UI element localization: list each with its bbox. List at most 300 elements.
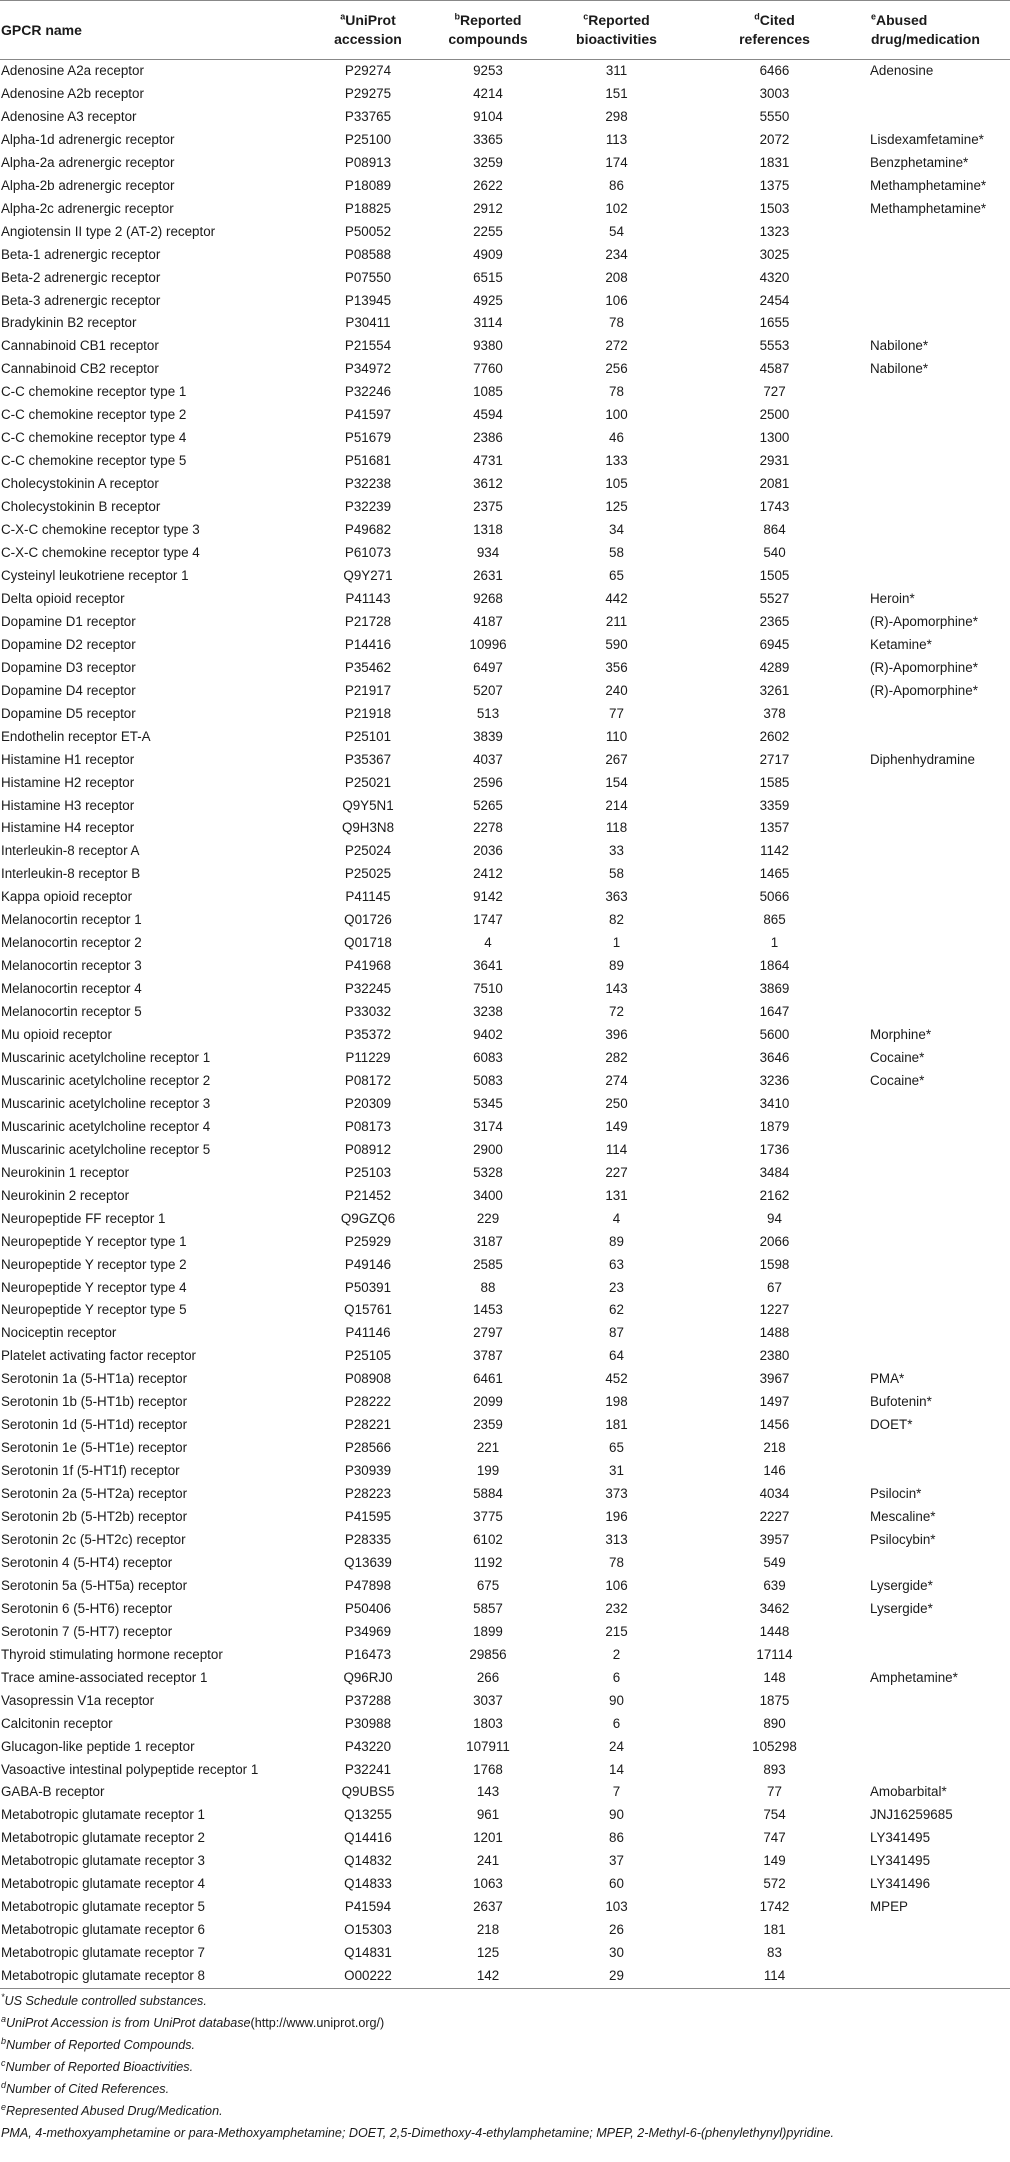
bioactivities-cell: 65 [609,1440,624,1456]
compounds-cell: 241 [476,1853,500,1869]
bioactivities-cell: 1 [612,935,621,951]
gpcr-name-cell: Histamine H3 receptor [1,797,135,813]
bioactivities-cell: 89 [609,1233,624,1249]
bioactivities-cell: 363 [605,889,628,905]
compounds-cell: 3174 [473,1118,503,1134]
uniprot-cell: P41145 [345,889,391,905]
gpcr-name-cell: Cannabinoid CB1 receptor [1,338,159,354]
compounds-cell: 125 [476,1945,500,1961]
table-row [0,772,1010,795]
abused-drug-cell [870,312,1010,335]
bioactivities-cell: 250 [605,1095,628,1111]
bioactivities-cell: 6 [612,1715,621,1731]
compounds-cell: 3259 [473,154,503,170]
uniprot-cell: P08913 [344,154,392,170]
abused-drug-cell: Diphenhydramine [870,751,975,767]
compounds-cell: 5265 [473,797,503,813]
references-cell: 3484 [759,1164,790,1180]
abused-drug-cell [870,817,1010,840]
abused-drug-cell [870,450,1010,473]
compounds-cell: 1201 [473,1830,503,1846]
uniprot-cell: P32246 [344,384,392,400]
abused-drug-cell [870,1345,1010,1368]
bioactivities-cell: 215 [605,1623,628,1639]
uniprot-cell: P14416 [344,636,392,652]
table-row [0,519,1010,542]
abused-drug-cell: Methamphetamine* [870,200,987,216]
uniprot-cell: Q14831 [344,1945,392,1961]
bioactivities-cell: 65 [609,567,624,583]
table-row [0,1827,1010,1850]
abused-drug-cell [870,1208,1010,1231]
uniprot-cell: P35367 [344,751,392,767]
references-cell: 3869 [759,981,790,997]
abused-drug-cell [870,427,1010,450]
abused-drug-cell: LY341495 [870,1853,931,1869]
compounds-cell: 7510 [473,981,503,997]
table-row [0,1713,1010,1736]
uniprot-cell: P41968 [344,958,392,974]
compounds-cell: 6083 [473,1049,503,1065]
gpcr-name-cell: Alpha-2c adrenergic receptor [1,200,174,216]
abused-drug-cell [870,83,1010,106]
abused-drug-cell [870,1116,1010,1139]
abused-drug-cell [870,1254,1010,1277]
references-cell: 3261 [759,682,790,698]
table-row [0,175,1010,198]
compounds-cell: 2255 [473,223,503,239]
bioactivities-cell: 54 [609,223,624,239]
abused-drug-cell [870,473,1010,496]
uniprot-cell: P35462 [344,659,392,675]
abused-drug-cell [870,863,1010,886]
table-row [0,427,1010,450]
uniprot-cell: P49682 [344,522,392,538]
table-row [0,450,1010,473]
abused-drug-cell [870,1437,1010,1460]
compounds-cell: 1192 [473,1554,503,1570]
uniprot-cell: P41594 [344,1899,392,1915]
gpcr-name-cell: Cannabinoid CB2 receptor [1,361,159,377]
bioactivities-cell: 62 [609,1302,624,1318]
references-cell: 6466 [759,63,790,78]
uniprot-cell: Q96RJ0 [343,1669,393,1685]
abused-drug-cell: Nabilone* [870,338,929,354]
uniprot-cell: P25100 [344,131,392,147]
references-cell: 218 [763,1440,786,1456]
compounds-cell: 2585 [473,1256,503,1272]
uniprot-cell: Q13639 [344,1554,392,1570]
abused-drug-cell: Benzphetamine* [870,154,969,170]
footnote-bioactivities: $^c$Number of Reported Bioactivities. [1,2057,194,2074]
bioactivities-cell: 174 [605,154,628,170]
bioactivities-cell: 198 [605,1394,628,1410]
references-cell: 3359 [759,797,790,813]
references-cell: 5066 [759,889,790,905]
gpcr-name-cell: Thyroid stimulating hormone receptor [1,1646,223,1662]
references-cell: 1864 [759,958,790,974]
uniprot-cell: Q15761 [344,1302,392,1318]
uniprot-cell: P41597 [344,407,392,423]
table-row [0,152,1010,175]
uniprot-cell: Q9GZQ6 [340,1210,396,1226]
table-row [0,1047,1010,1070]
table-row [0,129,1010,152]
references-cell: 4034 [759,1486,790,1502]
compounds-cell: 961 [476,1807,500,1823]
abused-drug-cell [870,1965,1010,1988]
table-row [0,1231,1010,1254]
references-cell: 1227 [759,1302,790,1318]
abused-drug-cell: Nabilone* [870,361,929,377]
abused-drug-cell [870,381,1010,404]
bioactivities-cell: 64 [609,1348,624,1364]
references-cell: 4587 [759,361,790,377]
compounds-cell: 2359 [473,1417,503,1433]
abused-drug-cell [870,106,1010,129]
references-cell: 1647 [759,1004,790,1020]
gpcr-name-cell: Platelet activating factor receptor [1,1348,197,1364]
table-row [0,1529,1010,1552]
uniprot-cell: P33765 [344,108,392,124]
uniprot-cell: P41143 [345,590,391,606]
abused-drug-cell [870,795,1010,818]
gpcr-name-cell: Beta-2 adrenergic receptor [1,269,161,285]
table-row [0,1942,1010,1965]
table-row [0,1185,1010,1208]
gpcr-name-cell: Bradykinin B2 receptor [1,315,137,331]
table-row [0,657,1010,680]
compounds-cell: 5328 [473,1164,503,1180]
compounds-cell: 6102 [473,1532,503,1547]
gpcr-name-cell: Beta-1 adrenergic receptor [1,246,161,262]
bioactivities-cell: 211 [605,613,628,629]
abused-drug-cell: Adenosine [870,63,934,78]
table-row [0,1965,1010,1988]
uniprot-cell: P21554 [344,338,392,354]
references-cell: 1736 [759,1141,790,1157]
uniprot-cell: P33032 [344,1004,392,1020]
footnote-abused-drug: $^e$Represented Abused Drug/Medication. [1,2101,223,2118]
compounds-cell: 7760 [473,361,503,377]
bioactivities-cell: 90 [609,1692,624,1708]
compounds-cell: 3612 [473,476,503,492]
compounds-cell: 1318 [473,522,503,538]
references-cell: 3967 [759,1371,790,1387]
uniprot-cell: Q14832 [344,1853,392,1869]
table-row [0,1690,1010,1713]
references-cell: 114 [679,1965,870,1988]
abused-drug-cell: (R)-Apomorphine* [870,613,978,629]
gpcr-name-cell: Histamine H4 receptor [1,820,135,836]
gpcr-name-cell: Mu opioid receptor [1,1027,112,1043]
abused-drug-cell [870,1919,1010,1942]
uniprot-cell: Q9Y271 [343,567,393,583]
table-row [0,1368,1010,1391]
table-row [0,1208,1010,1231]
references-cell: 639 [763,1577,786,1593]
abused-drug-cell [870,1690,1010,1713]
uniprot-cell: P08912 [344,1141,392,1157]
compounds-cell: 221 [476,1440,500,1456]
references-cell: 94 [767,1210,782,1226]
references-cell: 3957 [759,1532,790,1547]
compounds-cell: 9142 [473,889,503,905]
uniprot-cell: P16473 [344,1646,392,1662]
header-abused-drug: $^e$Abused drug/medication [870,1,1010,60]
abused-drug-cell [870,290,1010,313]
gpcr-name-cell: Melanocortin receptor 4 [1,981,142,997]
table-row [0,267,1010,290]
abused-drug-cell: Mescaline* [870,1509,936,1525]
gpcr-name-cell: Cholecystokinin B receptor [1,499,161,515]
gpcr-name-cell: Serotonin 1b (5-HT1b) receptor [1,1394,188,1410]
gpcr-name-cell: Trace amine-associated receptor 1 [1,1669,208,1685]
gpcr-name-cell: Neuropeptide Y receptor type 1 [1,1233,187,1249]
compounds-cell: 2797 [473,1325,503,1341]
references-cell: 1375 [759,177,790,193]
table-row [0,1781,1010,1804]
bioactivities-cell: 31 [609,1463,624,1479]
references-cell: 2227 [759,1509,790,1525]
compounds-cell: 229 [476,1210,500,1226]
abused-drug-cell: LY341496 [870,1876,931,1892]
table-body [0,60,1010,1989]
references-cell: 572 [763,1876,786,1892]
bioactivities-cell: 78 [609,1554,624,1570]
table-row [0,1483,1010,1506]
table-row [0,542,1010,565]
bioactivities-cell: 373 [605,1486,628,1502]
compounds-cell: 10996 [469,636,507,652]
references-cell: 378 [763,705,786,721]
gpcr-name-cell: Serotonin 4 (5-HT4) receptor [1,1554,173,1570]
gpcr-name-cell: Kappa opioid receptor [1,889,133,905]
table-row [0,1460,1010,1483]
bioactivities-cell: 46 [609,430,624,446]
gpcr-name-cell: Alpha-2a adrenergic receptor [1,154,175,170]
references-cell: 1 [770,935,779,951]
bioactivities-cell: 26 [609,1922,624,1938]
bioactivities-cell: 86 [609,177,624,193]
table-row [0,978,1010,1001]
references-cell: 2931 [759,453,790,469]
references-cell: 1448 [759,1623,790,1639]
bioactivities-cell: 240 [605,682,628,698]
references-cell: 77 [767,1784,782,1800]
uniprot-cell: P28222 [344,1394,392,1410]
uniprot-url: (http://www.uniprot.org/) [250,2015,385,2030]
gpcr-name-cell: Adenosine A2a receptor [1,63,144,78]
compounds-cell: 3238 [473,1004,503,1020]
abused-drug-cell [870,221,1010,244]
compounds-cell: 2036 [473,843,503,859]
gpcr-name-cell: Serotonin 1e (5-HT1e) receptor [1,1440,188,1456]
references-cell: 105298 [752,1738,797,1754]
bioactivities-cell: 63 [609,1256,624,1272]
bioactivities-cell: 24 [609,1738,624,1754]
compounds-cell: 2412 [473,866,503,882]
compounds-cell: 88 [480,1279,496,1295]
table-row [0,840,1010,863]
abused-drug-cell [870,1942,1010,1965]
table-row [0,1873,1010,1896]
bioactivities-cell: 114 [605,1141,628,1157]
table-row [0,404,1010,427]
table-row [0,1575,1010,1598]
uniprot-cell: P07550 [344,269,392,285]
references-cell: 1357 [759,820,790,836]
uniprot-cell: Q9H3N8 [341,820,395,836]
uniprot-cell: P21918 [344,705,392,721]
gpcr-name-cell: Metabotropic glutamate receptor 6 [1,1922,205,1938]
compounds-cell: 29856 [469,1646,507,1662]
bioactivities-cell: 105 [605,476,628,492]
references-cell: 1497 [759,1394,790,1410]
gpcr-name-cell: Cholecystokinin A receptor [1,476,159,492]
references-cell: 1142 [760,843,789,859]
abused-drug-cell [870,244,1010,267]
table-row [0,1437,1010,1460]
abused-drug-cell: Amphetamine* [870,1669,958,1685]
gpcr-name-cell: Dopamine D1 receptor [1,613,136,629]
gpcr-name-cell: Interleukin-8 receptor A [1,843,140,859]
table-row [0,932,1010,955]
references-cell: 3410 [759,1095,790,1111]
compounds-cell: 1085 [473,384,503,400]
uniprot-cell: P32241 [344,1761,392,1777]
abused-drug-cell [870,1139,1010,1162]
abused-drug-cell [870,404,1010,427]
bioactivities-cell: 227 [605,1164,628,1180]
uniprot-cell: P50391 [344,1279,392,1295]
gpcr-name-cell: Metabotropic glutamate receptor 7 [1,1945,205,1961]
compounds-cell: 6497 [473,659,503,675]
abused-drug-cell [870,1736,1010,1759]
references-cell: 2365 [759,613,790,629]
bioactivities-cell: 272 [605,338,628,354]
references-cell: 549 [763,1554,786,1570]
bioactivities-cell: 72 [609,1004,624,1020]
bioactivities-cell: 143 [605,981,628,997]
bioactivities-cell: 151 [605,85,628,101]
bioactivities-cell: 103 [605,1899,628,1915]
compounds-cell: 142 [422,1965,554,1988]
compounds-cell: 2912 [473,200,503,216]
references-cell: 1742 [759,1899,790,1915]
compounds-cell: 3775 [473,1509,503,1525]
bioactivities-cell: 442 [605,590,628,606]
table-row [0,909,1010,932]
bioactivities-cell: 125 [605,499,628,515]
abused-drug-cell: DOET* [870,1417,913,1433]
uniprot-cell: P08908 [344,1371,392,1387]
table-row [0,221,1010,244]
table-row [0,1391,1010,1414]
references-cell: 1831 [759,154,790,170]
compounds-cell: 2900 [473,1141,503,1157]
abused-drug-cell: Cocaine* [870,1072,925,1088]
compounds-cell: 2099 [473,1394,503,1410]
uniprot-cell: P49146 [344,1256,392,1272]
bioactivities-cell: 196 [605,1509,628,1525]
abused-drug-cell [870,496,1010,519]
gpcr-name-cell: Metabotropic glutamate receptor 1 [1,1807,205,1823]
bioactivities-cell: 154 [605,774,628,790]
bioactivities-cell: 30 [609,1945,624,1961]
compounds-cell: 5083 [473,1072,503,1088]
abused-drug-cell [870,1322,1010,1345]
uniprot-cell: P21917 [344,682,392,698]
references-cell: 4289 [759,659,790,675]
gpcr-name-cell: Dopamine D3 receptor [1,659,136,675]
footnote-uniprot: $^a$UniProt Accession is from UniProt database(http://www.uniprot.org/) [1,2013,385,2030]
references-cell: 3025 [759,246,790,262]
gpcr-name-cell: Vasoactive intestinal polypeptide receptor 1 [1,1761,259,1777]
references-cell: 5527 [759,590,790,606]
table-row [0,1736,1010,1759]
uniprot-cell: P20309 [344,1095,392,1111]
bioactivities-cell: 232 [605,1600,628,1616]
bioactivities-cell: 89 [609,958,624,974]
references-cell: 149 [763,1853,786,1869]
compounds-cell: 218 [476,1922,500,1938]
references-cell: 148 [763,1669,786,1685]
table-row [0,1322,1010,1345]
gpcr-name-cell: Muscarinic acetylcholine receptor 5 [1,1141,211,1157]
bioactivities-cell: 87 [609,1325,624,1341]
references-cell: 5600 [759,1027,790,1043]
abused-drug-cell [870,772,1010,795]
bioactivities-cell: 311 [605,63,628,78]
abused-drug-cell: PMA* [870,1371,905,1387]
bioactivities-cell: 82 [609,912,624,928]
references-cell: 2454 [759,292,790,308]
gpcr-name-cell: Angiotensin II type 2 (AT-2) receptor [1,223,216,239]
abused-drug-cell [870,565,1010,588]
gpcr-name-cell: Melanocortin receptor 5 [1,1004,142,1020]
gpcr-name-cell: Beta-3 adrenergic receptor [1,292,161,308]
gpcr-name-cell: Serotonin 5a (5-HT5a) receptor [1,1577,188,1593]
gpcr-name-cell: Neuropeptide Y receptor type 4 [1,1279,187,1295]
bioactivities-cell: 7 [612,1784,621,1800]
uniprot-cell: O15303 [344,1922,392,1938]
table-row [0,198,1010,221]
compounds-cell: 9380 [473,338,503,354]
table-row [0,817,1010,840]
bioactivities-cell: 106 [605,1577,628,1593]
uniprot-cell: P25024 [344,843,392,859]
table-row [0,1919,1010,1942]
compounds-cell: 6515 [473,269,503,285]
table-row [0,1850,1010,1873]
bioactivities-cell: 118 [605,820,628,836]
abused-drug-cell [870,955,1010,978]
compounds-cell: 9253 [473,63,503,78]
footnote-references: $^d$Number of Cited References. [1,2079,170,2096]
abused-drug-cell [870,726,1010,749]
abused-drug-cell [870,978,1010,1001]
abused-drug-cell [870,1621,1010,1644]
uniprot-cell: Q01726 [344,912,392,928]
bioactivities-cell: 133 [605,453,628,469]
table-row [0,726,1010,749]
bioactivities-cell: 6 [612,1669,621,1685]
table-row [0,955,1010,978]
gpcr-name-cell: Muscarinic acetylcholine receptor 1 [1,1049,211,1065]
table-row [0,1116,1010,1139]
uniprot-cell: Q9UBS5 [341,1784,395,1800]
